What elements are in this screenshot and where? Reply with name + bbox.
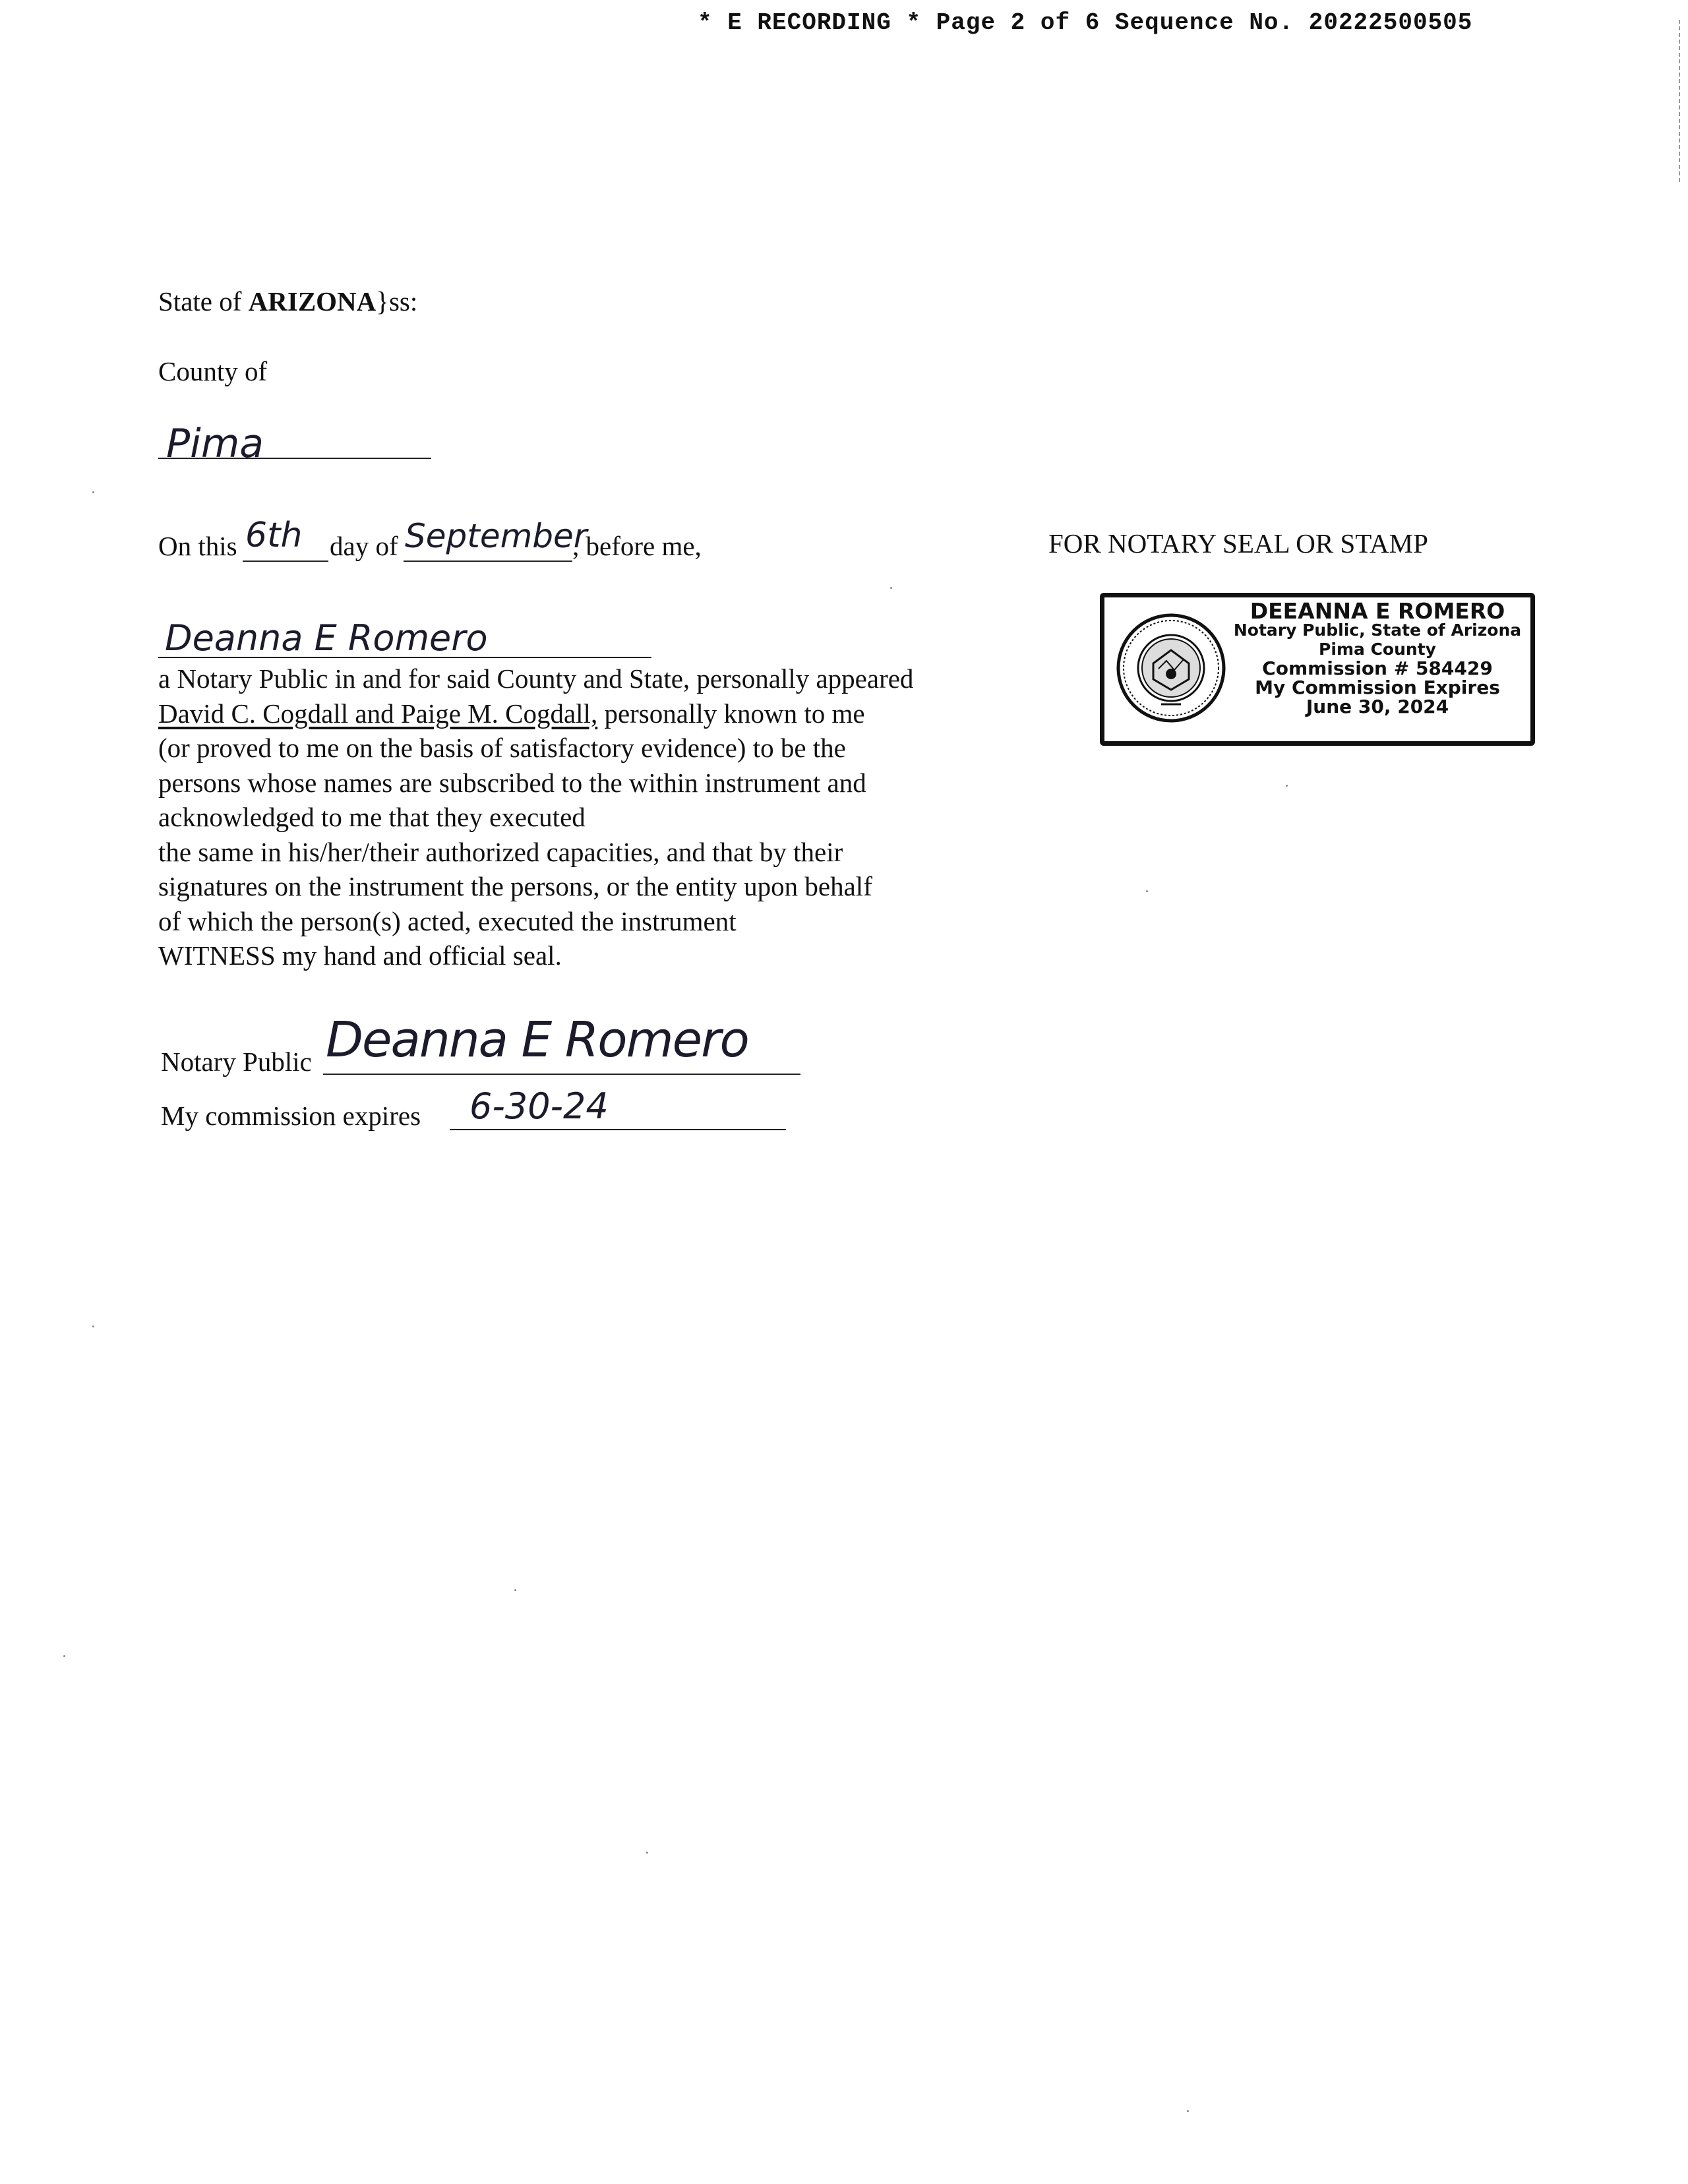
on-this-label: On this <box>158 531 237 561</box>
notary-stamp <box>1100 593 1535 746</box>
commission-expires-label: My commission expires <box>161 1101 421 1131</box>
month-handwritten: September <box>405 517 588 555</box>
stamp-heading: FOR NOTARY SEAL OR STAMP <box>1048 528 1428 559</box>
scan-speck <box>646 1852 648 1854</box>
scan-speck <box>514 1589 516 1591</box>
stamp-line-3: Commission # 584429 <box>1262 657 1493 679</box>
notary-public-label: Notary Public <box>161 1046 312 1077</box>
recording-header: * E RECORDING * Page 2 of 6 Sequence No. 20222500505 <box>698 9 1473 36</box>
appeared-line <box>158 696 913 731</box>
body-line: WITNESS my hand and official seal. <box>158 940 562 971</box>
state-name: ARIZONA <box>248 286 377 317</box>
county-line <box>158 421 431 467</box>
stamp-line-2: Pima County <box>1319 640 1436 659</box>
scan-speck <box>1187 2110 1189 2112</box>
body-line: signatures on the instrument the persons, or the entity upon behalf <box>158 871 872 901</box>
scan-speck <box>890 587 892 589</box>
commission-expires-handwritten: 6-30-24 <box>469 1085 609 1127</box>
scan-speck <box>1286 785 1288 787</box>
notary-signature: Deanna E Romero <box>326 1012 748 1068</box>
day-handwritten: 6th <box>245 516 303 555</box>
stamp-line-4: My Commission Expires <box>1255 677 1500 698</box>
scan-speck <box>1146 890 1148 892</box>
appeared-names: David C. Cogdall and Paige M. Cogdall, <box>158 698 598 729</box>
day-of-label: day of <box>330 531 398 561</box>
stamp-notary-name: DEEANNA E ROMERO <box>1250 598 1505 624</box>
day-line <box>243 516 328 562</box>
scan-speck <box>92 491 94 493</box>
body-line: a Notary Public in and for said County and State, personally appeared <box>158 663 914 694</box>
margin-rule <box>1679 20 1680 185</box>
body-line: persons whose names are subscribed to the within instrument and <box>158 767 866 798</box>
state-line <box>158 288 417 315</box>
acknowledgment-body <box>158 661 913 973</box>
appeared-suffix: personally known to me <box>597 698 865 729</box>
scan-speck <box>92 1325 94 1327</box>
body-line: acknowledged to me that they executed <box>158 802 586 832</box>
stamp-line-5: June 30, 2024 <box>1306 696 1449 717</box>
county-label: County of <box>158 356 268 386</box>
before-me-label: , before me, <box>572 531 702 561</box>
body-line: the same in his/her/their authorized capacities, and that by their <box>158 836 843 867</box>
state-suffix: }ss: <box>376 286 418 317</box>
commission-expires-line <box>450 1085 786 1130</box>
signature-line <box>323 1012 800 1075</box>
notary-name-handwritten: Deanna E Romero <box>165 617 488 659</box>
state-seal-icon <box>1115 612 1227 724</box>
stamp-line-1: Notary Public, State of Arizona <box>1233 621 1522 640</box>
month-line <box>404 517 588 562</box>
scan-speck <box>63 1655 65 1657</box>
body-line: (or proved to me on the basis of satisfactory evidence) to be the <box>158 733 846 763</box>
stamp-text <box>1218 598 1537 717</box>
notary-name-line <box>158 617 651 659</box>
county-handwritten: Pima <box>166 421 264 467</box>
state-prefix: State of <box>158 286 249 317</box>
body-line: of which the person(s) acted, executed the instrument <box>158 905 737 936</box>
